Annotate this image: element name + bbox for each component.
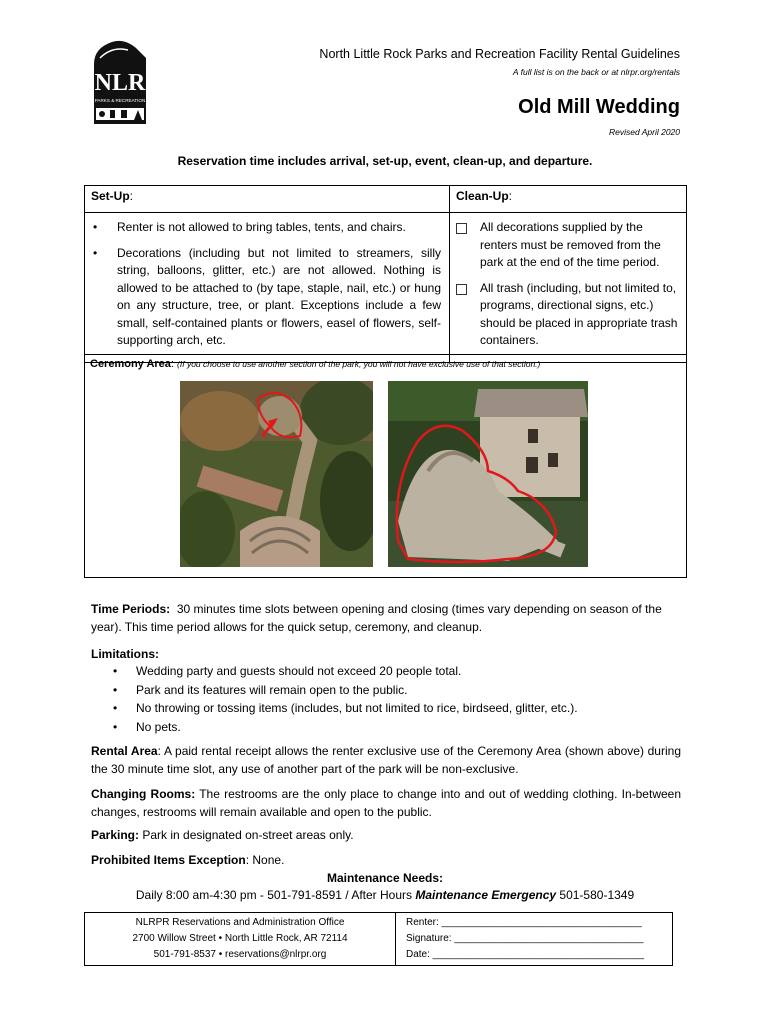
signature-field: Signature: __________________________________ — [406, 933, 644, 944]
cleanup-heading-cell: Clean-Up: — [450, 186, 687, 213]
logo-subtext: PARKS & RECREATION — [94, 98, 146, 103]
limitation-item: • No pets. — [113, 718, 673, 737]
limitation-item: • Park and its features will remain open to the public. — [113, 681, 673, 700]
setup-heading: Set-Up — [91, 189, 130, 203]
limitation-item: • No throwing or tossing items (includes, but not limited to rice, birdseed, glitter, etc.). — [113, 699, 673, 718]
setup-cleanup-table — [84, 185, 687, 363]
cleanup-item: All trash (including, but not limited to, programs, directional signs, etc.) should be placed in appropriate trash containers. — [456, 280, 680, 350]
ceremony-area-box — [84, 354, 687, 578]
bullet-icon: • — [113, 719, 118, 734]
setup-heading-cell: Set-Up: — [85, 186, 450, 213]
reservation-line: Reservation time includes arrival, set-up, event, clean-up, and departure. — [177, 154, 593, 168]
header-subtitle-line: A full list is on the back or at nlrpr.org/rentals — [512, 67, 680, 77]
parking-paragraph: Parking: Park in designated on-street areas only. — [91, 828, 354, 842]
header-title-line: North Little Rock Parks and Recreation Facility Rental Guidelines — [319, 47, 680, 61]
time-periods-paragraph: Time Periods: 30 minutes time slots between opening and closing (times vary depending on season of the year). This time period allows for the quick setup, ceremony, and cleanup. — [91, 602, 662, 634]
ceremony-note: (If you choose to use another section of the park, you will not have exclusive use of that section.) — [177, 359, 541, 369]
limitation-item: • Wedding party and guests should not exceed 20 people total. — [113, 662, 673, 681]
setup-list — [85, 213, 450, 363]
revised-date: Revised April 2020 — [608, 127, 680, 137]
checkbox-icon — [456, 280, 480, 350]
maintenance-line: Daily 8:00 am-4:30 pm - 501-791-8591 / After Hours Maintenance Emergency 501-580-1349 — [135, 888, 635, 902]
changing-rooms-paragraph: Changing Rooms: The restrooms are the only place to change into and out of wedding clothing. In-between changes, restrooms will remain available and open to the public. — [91, 787, 681, 819]
limitations-label: Limitations: — [91, 647, 159, 661]
date-field: Date: ______________________________________ — [406, 949, 645, 960]
setup-item: • Renter is not allowed to bring tables, tents, and chairs. — [93, 219, 441, 237]
renter-field: Renter: ____________________________________ — [406, 917, 642, 928]
maintenance-heading: Maintenance Needs: — [326, 871, 444, 885]
limitations-list — [113, 662, 673, 736]
aerial-park-photo — [180, 381, 373, 567]
bullet-icon: • — [113, 701, 118, 715]
ceremony-heading: Ceremony Area: (If you choose to use another section of the park, you will not have exclusive use of that section.) — [90, 358, 541, 370]
prohibited-paragraph: Prohibited Items Exception: None. — [91, 853, 285, 867]
cleanup-heading: Clean-Up — [456, 189, 509, 203]
office-info: NLRPR Reservations and Administration Office 2700 Willow Street • North Little Rock, AR 72114 501-791-8537 • reservations@nlrpr.org — [85, 913, 396, 966]
cleanup-list — [450, 213, 687, 363]
cleanup-item: All decorations supplied by the renters must be removed from the park at the end of the time period. — [456, 219, 680, 272]
signature-block — [396, 913, 673, 966]
document-title: Old Mill Wedding — [518, 96, 680, 118]
old-mill-photo — [388, 381, 588, 567]
setup-item: • Decorations (including but not limited to streamers, silly string, balloons, glitter, etc.) are not allowed. Nothing is allowed to be attached to (by tape, staple, nail, etc.) or hung on any structure, tree, or plant. Exceptions include a few small, self-contained plants or flowers, easel of flowers, self-supporting arch, etc. — [93, 245, 441, 350]
bullet-icon: • — [113, 664, 118, 678]
bullet-icon: • — [113, 682, 118, 697]
rental-area-paragraph: Rental Area: A paid rental receipt allows the renter exclusive use of the Ceremony Area (shown above) during the 30 minute time slot, any use of another part of the park will be non-exclusive. — [91, 744, 681, 776]
checkbox-icon — [456, 219, 480, 272]
bullet-icon: • — [93, 220, 98, 234]
logo-text: NLR — [94, 70, 146, 96]
bullet-icon: • — [93, 245, 98, 260]
nlr-logo — [90, 38, 150, 124]
footer-table — [84, 912, 673, 966]
